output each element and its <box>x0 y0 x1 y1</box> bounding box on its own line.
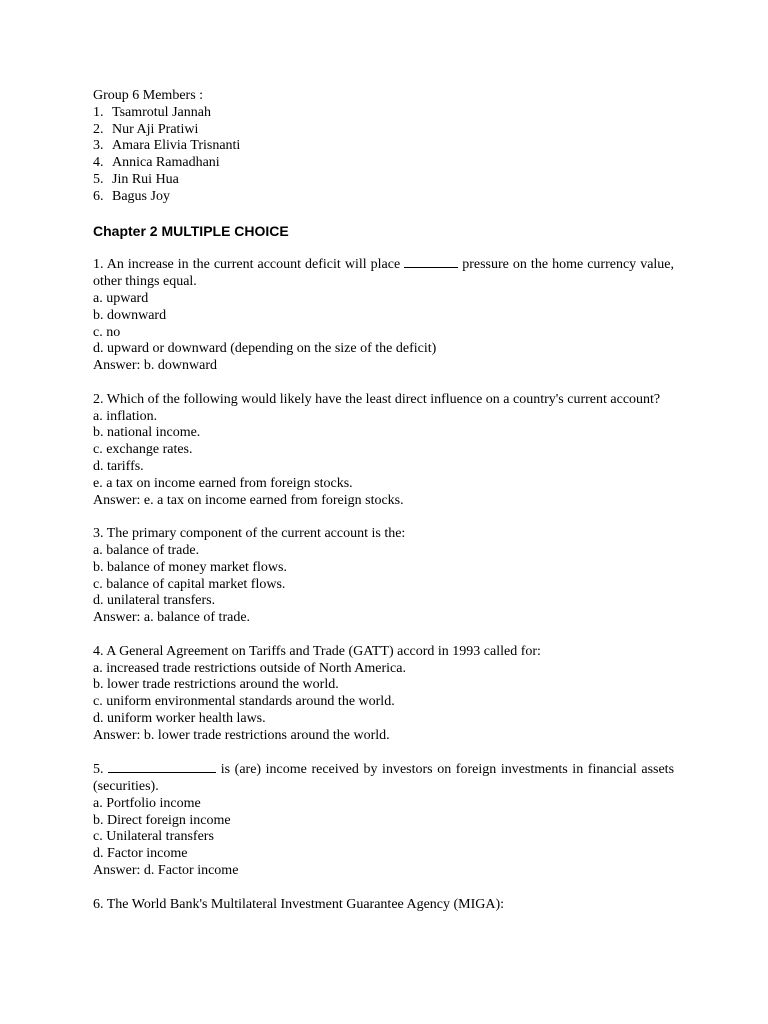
chapter-heading: Chapter 2 MULTIPLE CHOICE <box>93 222 289 239</box>
question-3 <box>93 526 674 627</box>
member-item: 4. Annica Ramadhani <box>93 155 220 171</box>
option-e: e. a tax on income earned from foreign stocks. <box>93 475 353 491</box>
member-item: 5. Jin Rui Hua <box>93 171 179 187</box>
option-c: c. Unilateral transfers <box>93 829 214 845</box>
member-item: 2. Nur Aji Pratiwi <box>93 121 199 137</box>
question-text: 3. The primary component of the current account is the: <box>93 526 406 542</box>
option-a: a. increased trade restrictions outside of North America. <box>93 660 406 676</box>
member-name: Jin Rui Hua <box>112 171 179 187</box>
question-text: 1. An increase in the current account deficit will place pressure on the home currency value, other things equal. <box>93 257 675 290</box>
group-members-section <box>93 88 674 206</box>
option-d: d. unilateral transfers. <box>93 593 216 609</box>
group-title: Group 6 Members : <box>93 88 204 103</box>
option-c: c. exchange rates. <box>93 442 193 458</box>
option-d: d. tariffs. <box>93 458 144 474</box>
option-d: d. upward or downward (depending on the size of the deficit) <box>93 341 437 357</box>
option-c: c. no <box>93 324 121 340</box>
option-a: a. inflation. <box>93 408 158 424</box>
option-b: b. national income. <box>93 425 201 441</box>
answer: Answer: b. downward <box>93 358 218 374</box>
question-6 <box>93 897 674 914</box>
question-text: 6. The World Bank's Multilateral Investment Guarantee Agency (MIGA): <box>93 896 505 912</box>
question-5 <box>93 761 674 880</box>
option-c: c. balance of capital market flows. <box>93 576 286 592</box>
option-c: c. uniform environmental standards around the world. <box>93 694 395 710</box>
answer-blank <box>108 761 216 773</box>
option-d: d. uniform worker health laws. <box>93 710 266 726</box>
answer: Answer: d. Factor income <box>93 863 239 879</box>
member-item: 1. Tsamrotul Jannah <box>93 104 211 120</box>
member-name: Amara Elivia Trisnanti <box>112 138 241 154</box>
option-b: b. Direct foreign income <box>93 812 231 828</box>
member-item: 6. Bagus Joy <box>93 188 170 204</box>
option-a: a. balance of trade. <box>93 542 200 558</box>
option-b: b. balance of money market flows. <box>93 559 287 575</box>
question-2 <box>93 392 674 510</box>
option-d: d. Factor income <box>93 846 188 862</box>
answer: Answer: a. balance of trade. <box>93 610 251 626</box>
option-a: a. Portfolio income <box>93 795 201 811</box>
question-text: 5. is (are) income received by investors on foreign investments in financial assets (securities). <box>93 762 675 795</box>
document-body <box>93 88 674 930</box>
option-b: b. lower trade restrictions around the world. <box>93 677 339 693</box>
member-item: 3. Amara Elivia Trisnanti <box>93 138 241 154</box>
question-4 <box>93 644 674 745</box>
question-1 <box>93 256 674 375</box>
answer: Answer: b. lower trade restrictions around the world. <box>93 727 390 743</box>
answer-blank <box>404 256 458 268</box>
member-name: Bagus Joy <box>112 188 170 204</box>
question-text: 4. A General Agreement on Tariffs and Trade (GATT) accord in 1993 called for: <box>93 643 541 659</box>
member-name: Nur Aji Pratiwi <box>112 121 199 137</box>
option-b: b. downward <box>93 307 167 323</box>
answer: Answer: e. a tax on income earned from foreign stocks. <box>93 492 404 508</box>
member-name: Tsamrotul Jannah <box>112 104 211 120</box>
option-a: a. upward <box>93 290 149 306</box>
question-text: 2. Which of the following would likely have the least direct influence on a country's current account? <box>93 391 661 407</box>
member-name: Annica Ramadhani <box>112 155 220 171</box>
